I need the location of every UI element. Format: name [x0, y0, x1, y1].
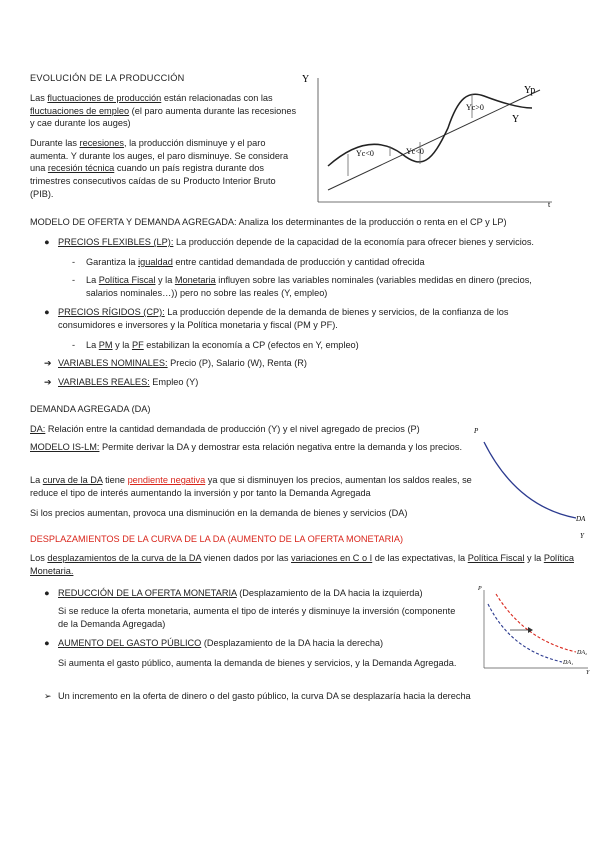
subitem-politica: La Política Fiscal y la Monetaria influyen sobre las variables nominales (variables medidas en dinero (precios, salarios nominales…)) pero no sobre las reales (Y, empleo)	[86, 275, 532, 298]
paragraph-desplazamientos: Los desplazamientos de la curva de la DA vienen dados por las variaciones en C o I de las expectativas, la Política Fiscal y la Política Monetaria.	[30, 553, 574, 576]
figure-output-fluctuations	[300, 70, 562, 210]
paragraph-pendiente: La curva de la DA tiene pendiente negativa ya que si disminuyen los precios, aumentan los saldos reales, se reduce el tipo de interés aumentando la inversión y por tanto la Demanda Agregada	[30, 475, 472, 498]
figure3-p-label: P	[478, 586, 482, 592]
section-title-oferta-demanda: MODELO DE OFERTA Y DEMANDA AGREGADA: Analiza los determinantes de la producción o renta en el CP y LP)	[30, 217, 507, 227]
dash-icon: -	[72, 275, 76, 285]
bullet-icon: ●	[44, 307, 50, 317]
label-yp: Yp	[524, 85, 536, 96]
label-y-curve: Y	[512, 114, 520, 125]
paragraph-aumento-gasto: Si aumenta el gasto público, aumenta la demanda de bienes y servicios, y la Demanda Agregada.	[58, 658, 457, 668]
section-title-evolucion: EVOLUCIÓN DE LA PRODUCCIÓN	[30, 73, 185, 83]
paragraph-is-lm: MODELO IS-LM: Permite derivar la DA y demostrar esta relación negativa entre la demanda y los precios.	[30, 442, 463, 452]
bullet-icon: ●	[44, 638, 50, 648]
figure2-p-label: P	[474, 427, 479, 435]
arrow-icon: ➔	[44, 358, 52, 368]
dash-icon: -	[72, 340, 76, 350]
da1-curve	[488, 604, 562, 662]
figure1-t-label: t	[548, 200, 551, 209]
paragraph-fluctuaciones: Las fluctuaciones de producción están relacionadas con las fluctuaciones de empleo (el paro aumenta durante las recesiones y cae durante los auges)	[30, 93, 297, 129]
bullet-icon: ●	[44, 588, 50, 598]
figure2-y-label: Y	[580, 532, 584, 540]
figure3-da1-label: DA₁	[563, 660, 574, 666]
figure2-da-label: DA	[576, 515, 586, 523]
figure3-da2-label: DA₂	[577, 650, 588, 656]
item-precios-rigidos: PRECIOS RÍGIDOS (CP): La producción depende de la demanda de bienes y servicios, de la confianza de los consumidores e inversores y la Política monetaria y fiscal (PM y PF).	[58, 307, 509, 330]
paragraph-reduccion-oferta: Si se reduce la oferta monetaria, aumenta el tipo de interés y disminuye la inversión (componente de la Demanda Agregada)	[58, 606, 456, 629]
potential-output-line	[328, 90, 540, 190]
item-variables-reales: VARIABLES REALES: Empleo (Y)	[58, 377, 199, 387]
paragraph-da-definicion: DA: Relación entre la cantidad demandada de producción (Y) y el nivel agregado de precios (P)	[30, 424, 420, 434]
subitem-pm-pf: La PM y la PF estabilizan la economía a CP (efectos en Y, empleo)	[86, 340, 359, 350]
label-negative-gap-1: Yc<0	[356, 149, 374, 158]
item-reduccion-oferta: REDUCCIÓN DE LA OFERTA MONETARIA (Desplazamiento de la DA hacia la izquierda)	[58, 588, 423, 598]
paragraph-recesiones: Durante las recesiones, la producción disminuye y el paro aumenta. Y durante los auges, el paro disminuye. Se considera una recesión técnica cuando un país registra durante dos trimestres consecutivos caídas de su Producto Interior Bruto (PIB).	[30, 138, 289, 199]
figure3-y-label: Y	[586, 670, 590, 676]
label-positive-gap: Yc>0	[466, 103, 484, 112]
label-negative-gap-2: Yc<0	[406, 147, 424, 156]
section-title-demanda-agregada: DEMANDA AGREGADA (DA)	[30, 404, 151, 414]
dash-icon: -	[72, 257, 76, 267]
arrowhead-icon: ➢	[44, 691, 52, 701]
figure-da-shift	[476, 582, 594, 676]
figure-da-curve	[472, 424, 590, 542]
item-aumento-gasto: AUMENTO DEL GASTO PÚBLICO (Desplazamiento de la DA hacia la derecha)	[58, 638, 384, 648]
item-incremento-oferta: Un incremento en la oferta de dinero o del gasto público, la curva DA se desplazaría hacia la derecha	[58, 691, 471, 701]
figure1-y-label: Y	[302, 74, 310, 85]
paragraph-precios-aumentan: Si los precios aumentan, provoca una disminución en la demanda de bienes y servicios (DA)	[30, 508, 408, 518]
item-variables-nominales: VARIABLES NOMINALES: Precio (P), Salario (W), Renta (R)	[58, 358, 307, 368]
section-title-desplazamientos: DESPLAZAMIENTOS DE LA CURVA DE LA DA (AUMENTO DE LA OFERTA MONETARIA)	[30, 534, 404, 544]
bullet-icon: ●	[44, 237, 50, 247]
subitem-igualdad: Garantiza la igualdad entre cantidad demandada de producción y cantidad ofrecida	[86, 257, 425, 267]
item-precios-flexibles: PRECIOS FLEXIBLES (LP): La producción depende de la capacidad de la economía para ofrecer bienes y servicios.	[58, 237, 534, 247]
da-curve	[484, 442, 576, 518]
arrow-icon: ➔	[44, 377, 52, 387]
da2-curve	[496, 594, 576, 652]
